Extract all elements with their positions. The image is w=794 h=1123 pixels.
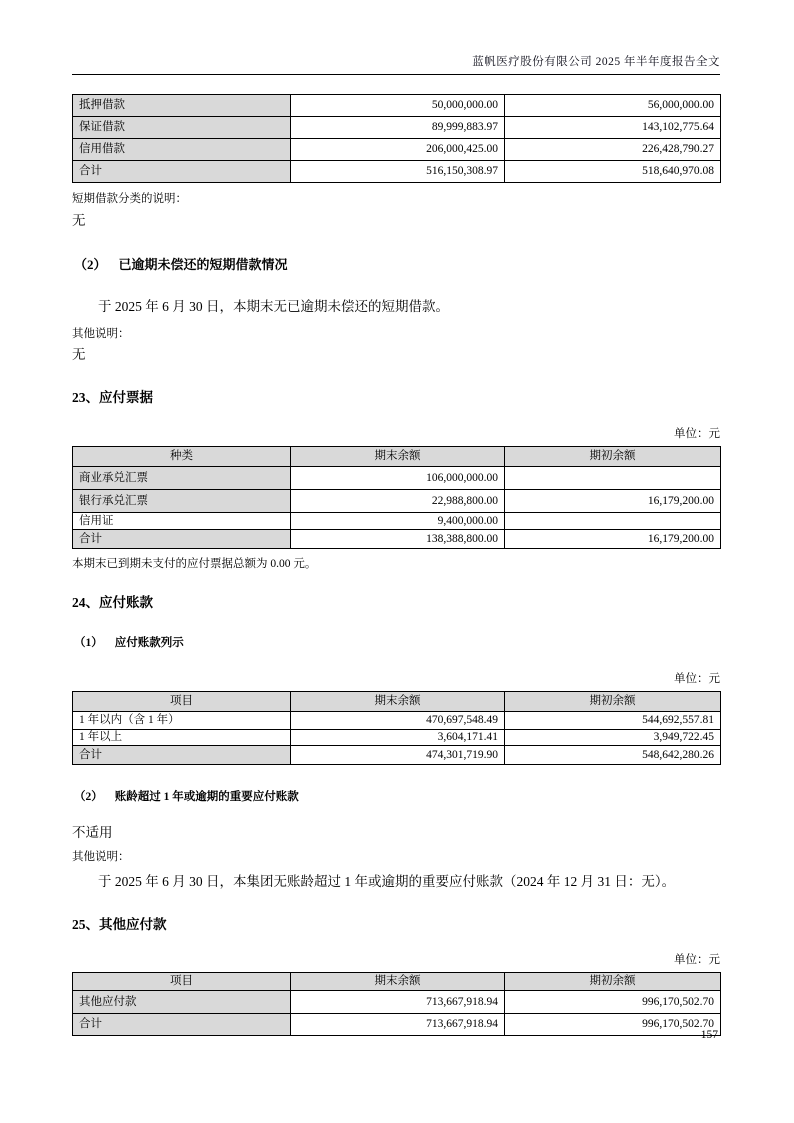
header-row (73, 447, 721, 467)
unit-label: 单位：元 (674, 673, 720, 685)
column-header: 期初余额 (505, 973, 721, 991)
column-header: 项目 (73, 973, 291, 991)
unit-label: 单位：元 (674, 428, 720, 440)
end-balance-cell: 713,667,918.94 (291, 991, 505, 1014)
note-value: 无 (72, 213, 86, 228)
begin-balance-cell (505, 467, 721, 490)
subsection-heading (72, 636, 720, 651)
row-label-cell: 合计 (73, 746, 291, 765)
begin-balance-cell: 56,000,000.00 (505, 95, 721, 117)
note-label: 短期借款分类的说明： (72, 193, 187, 205)
total-row (73, 161, 721, 183)
total-row (73, 530, 721, 549)
other-payables-table (72, 972, 721, 1036)
accounts-payable-table (72, 691, 721, 765)
row-label-cell: 信用借款 (73, 139, 291, 161)
table-row (73, 991, 721, 1014)
table-row (73, 139, 721, 161)
begin-balance-cell: 544,692,557.81 (505, 712, 721, 730)
end-balance-cell: 474,301,719.90 (291, 746, 505, 765)
subsection-title: 应付账款列示 (114, 637, 184, 649)
table-row (73, 712, 721, 730)
note-value: 无 (72, 347, 86, 362)
column-header: 期初余额 (505, 692, 721, 712)
column-header: 种类 (73, 447, 291, 467)
row-label-cell: 合计 (73, 1014, 291, 1036)
begin-balance-cell: 143,102,775.64 (505, 117, 721, 139)
table-row (73, 95, 721, 117)
begin-balance-cell: 996,170,502.70 (505, 991, 721, 1014)
table-row (73, 490, 721, 513)
unit-label: 单位：元 (674, 954, 720, 966)
subsection-number: （1） (74, 637, 103, 649)
begin-balance-cell: 16,179,200.00 (505, 490, 721, 513)
subsection-title: 已逾期未偿还的短期借款情况 (118, 257, 288, 272)
subsection-title: 账龄超过 1 年或逾期的重要应付账款 (114, 791, 299, 803)
not-applicable-text: 不适用 (72, 825, 113, 840)
end-balance-cell: 713,667,918.94 (291, 1014, 505, 1036)
paragraph: 于 2025 年 6 月 30 日，本期末无已逾期未偿还的短期借款。 (98, 299, 449, 314)
end-balance-cell: 206,000,425.00 (291, 139, 505, 161)
begin-balance-cell: 3,949,722.45 (505, 730, 721, 746)
row-label-cell: 合计 (73, 161, 291, 183)
row-label-cell: 信用证 (73, 513, 291, 530)
section-heading: 25、其他应付款 (72, 917, 167, 932)
notes-payable-table (72, 446, 721, 549)
row-label-cell: 抵押借款 (73, 95, 291, 117)
begin-balance-cell: 518,640,970.08 (505, 161, 721, 183)
total-row (73, 746, 721, 765)
column-header: 项目 (73, 692, 291, 712)
column-header: 期末余额 (291, 973, 505, 991)
note-label: 其他说明： (72, 328, 130, 340)
header-row (73, 692, 721, 712)
end-balance-cell: 89,999,883.97 (291, 117, 505, 139)
table-row (73, 730, 721, 746)
end-balance-cell: 22,988,800.00 (291, 490, 505, 513)
subsection-number: （2） (74, 791, 103, 803)
row-label-cell: 其他应付款 (73, 991, 291, 1014)
section-heading: 23、应付票据 (72, 390, 153, 405)
short-term-loans-table (72, 94, 721, 183)
note-label: 其他说明： (72, 851, 130, 863)
page-number: 157 (700, 1029, 718, 1041)
table-row (73, 117, 721, 139)
column-header: 期末余额 (291, 447, 505, 467)
header-divider (72, 74, 720, 75)
total-row (73, 1014, 721, 1036)
end-balance-cell: 106,000,000.00 (291, 467, 505, 490)
row-label-cell: 1 年以上 (73, 730, 291, 746)
header-row (73, 973, 721, 991)
begin-balance-cell (505, 513, 721, 530)
begin-balance-cell: 226,428,790.27 (505, 139, 721, 161)
row-label-cell: 商业承兑汇票 (73, 467, 291, 490)
table-row (73, 513, 721, 530)
running-header-title: 蓝帆医疗股份有限公司 2025 年半年度报告全文 (472, 56, 720, 68)
end-balance-cell: 3,604,171.41 (291, 730, 505, 746)
begin-balance-cell: 996,170,502.70 (505, 1014, 721, 1036)
subsection-heading (72, 257, 720, 273)
subsection-heading (72, 790, 720, 805)
end-balance-cell: 9,400,000.00 (291, 513, 505, 530)
paragraph: 于 2025 年 6 月 30 日，本集团无账龄超过 1 年或逾期的重要应付账款（2024 年 12 月 31 日：无）。 (98, 874, 676, 889)
end-balance-cell: 470,697,548.49 (291, 712, 505, 730)
row-label-cell: 银行承兑汇票 (73, 490, 291, 513)
begin-balance-cell: 16,179,200.00 (505, 530, 721, 549)
begin-balance-cell: 548,642,280.26 (505, 746, 721, 765)
end-balance-cell: 516,150,308.97 (291, 161, 505, 183)
row-label-cell: 1 年以内（含 1 年） (73, 712, 291, 730)
row-label-cell: 合计 (73, 530, 291, 549)
column-header: 期初余额 (505, 447, 721, 467)
table-row (73, 467, 721, 490)
end-balance-cell: 138,388,800.00 (291, 530, 505, 549)
end-balance-cell: 50,000,000.00 (291, 95, 505, 117)
row-label-cell: 保证借款 (73, 117, 291, 139)
section-heading: 24、应付账款 (72, 595, 153, 610)
column-header: 期末余额 (291, 692, 505, 712)
table-footnote: 本期末已到期未支付的应付票据总额为 0.00 元。 (72, 558, 317, 570)
subsection-number: （2） (74, 257, 107, 272)
